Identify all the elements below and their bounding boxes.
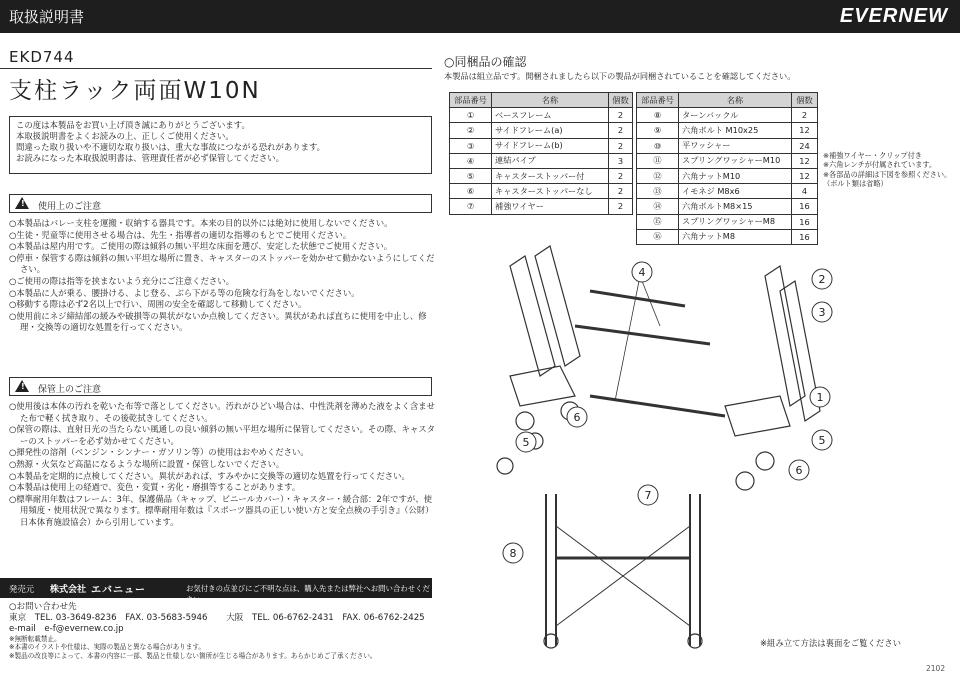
part-qty: 16 [792, 229, 818, 244]
part-number: ⑥ [450, 184, 492, 199]
header-name: 名称 [492, 93, 609, 108]
table-row [450, 138, 633, 153]
intro-box [9, 116, 432, 174]
part-qty: 2 [609, 184, 633, 199]
part-number: ④ [450, 153, 492, 168]
caster-right-2 [736, 472, 754, 490]
list-item: ○移動する際は必ず2名以上で行い、周囲の安全を確認して移動してください。 [9, 299, 307, 310]
part-qty: 12 [792, 168, 818, 183]
use-caution-title: 使用上のご注意 [38, 202, 102, 212]
table-row [637, 184, 818, 199]
list-item: ○標準耐用年数はフレーム：3年、保護備品（キャップ、ビニールカバー）・キャスター・緩合部：2年ですが、使用頻度・使用状況で異なります。標準耐用年数は『スポーツ器具の正しい使い方と安全点検の手引き』（公財）日本体育施設協会）から引用しています。 [9, 493, 434, 527]
part-number: ⑯ [637, 229, 679, 244]
seller-brand: エバニュー [91, 585, 146, 596]
list-item: ○使用前にネジ締結部の緩みや破損等の異状がないか点検してください。異状があれば直ちに使用を中止し、修理・交換等の適切な処置を行ってください。 [9, 310, 427, 333]
part-name: スプリングワッシャーM8 [679, 214, 792, 229]
part-name: スプリングワッシャーM10 [679, 153, 792, 168]
part-number: ⑫ [637, 168, 679, 183]
callout-5b: 5 [522, 436, 530, 449]
use-caution-header [9, 194, 432, 213]
callout-7: 7 [644, 489, 652, 502]
contact-title: ○お問い合わせ先 [9, 602, 77, 612]
part-qty: 2 [609, 123, 633, 138]
header-name: 名称 [679, 93, 792, 108]
header-no: 部品番号 [637, 93, 679, 108]
part-qty: 2 [609, 168, 633, 183]
contact-note: ※無断転載禁止。 [9, 635, 61, 643]
bundle-title: ○同梱品の確認 [444, 55, 527, 69]
contact-note: ※製品の改良等によって、本書の内容に一部、製品と仕様しない箇所が生じる場合があります。あらかじめご了承ください。 [9, 651, 377, 660]
table-header-row [450, 93, 633, 108]
parts-table-left [449, 92, 633, 215]
table-row [637, 214, 818, 229]
callout-4: 4 [638, 266, 646, 279]
seller-company: 株式会社 [50, 585, 87, 595]
list-item: ○本製品を定期的に点検してください。異状があれば、すみやかに交換等の適切な処置を行ってください。 [9, 470, 410, 481]
callout-3: 3 [818, 306, 826, 319]
brand-logo: EVERNEW [839, 5, 948, 27]
list-item: ○本製品はバレー支柱を運搬・収納する器具です。本来の目的以外には絶対に使用しないでください。 [9, 218, 393, 228]
assembly-note: ※組み立て方法は裏面をご覧ください [760, 638, 902, 648]
storage-caution-header [9, 377, 432, 396]
bundle-subtitle: 本製品は組立品です。開梱されましたら以下の製品が同梱されていることを確認してください。 [444, 71, 796, 81]
contact-tokyo: 東京 TEL. 03-3649-8236 FAX. 03-5683-5946 [9, 613, 208, 623]
part-name: 六角ボルトM8×15 [679, 199, 792, 214]
list-item: ○保管の際は、直射日光の当たらない風通しの良い傾斜の無い平坦な場所に保管してください。その際、キャスターのストッパーを必ず効かせてください。 [9, 424, 436, 446]
callout-6b: 6 [795, 464, 803, 477]
header-no: 部品番号 [450, 93, 492, 108]
part-name: 六角ナットM8 [679, 229, 792, 244]
contact-osaka: 大阪 TEL. 06-6762-2431 FAX. 06-6762-2425 [226, 613, 425, 623]
intro-line: 間違った取り扱いや不適切な取り扱いは、重大な事故につながる恐れがあります。 [16, 142, 326, 152]
table-row [450, 168, 633, 183]
bundle-note: ※各部品の詳細は下図を参照ください。（ボルト類は省略） [823, 169, 952, 189]
header-bar [0, 0, 960, 33]
part-qty: 16 [792, 199, 818, 214]
part-number: ⑩ [637, 138, 679, 153]
part-number: ⑮ [637, 214, 679, 229]
table-row [450, 123, 633, 138]
part-qty: 12 [792, 123, 818, 138]
part-number: ⑭ [637, 199, 679, 214]
part-qty: 2 [792, 108, 818, 123]
part-number: ⑪ [637, 153, 679, 168]
header-qty: 個数 [792, 93, 818, 108]
list-item: ○本製品は屋内用です。ご使用の際は傾斜の無い平坦な床面を選び、安定した状態でご使用ください。 [9, 241, 393, 252]
warning-icon: ! [15, 197, 29, 209]
model-number: EKD744 [9, 48, 75, 66]
part-name: 六角ボルト M10x25 [679, 123, 792, 138]
list-item: ○熱源・火気など高温になるような場所に設置・保管しないでください。 [9, 458, 285, 469]
intro-line: 本取扱説明書をよくお読みの上、正しくご使用ください。 [16, 131, 234, 141]
side-frame-a-rear [535, 246, 580, 366]
part-name: 補強ワイヤー [492, 199, 609, 214]
seller-note: お気付きの点並びにご不明な点は、購入先または弊社へお問い合わせください。 [186, 584, 430, 604]
part-name: 連結パイプ [492, 153, 609, 168]
table-row [637, 153, 818, 168]
part-qty: 12 [792, 153, 818, 168]
callout-1: 1 [816, 391, 824, 404]
bundle-note: ※補強ワイヤー・クリップ付き [823, 151, 922, 160]
callout-8: 8 [509, 547, 517, 560]
use-caution-list [9, 218, 437, 334]
part-name: キャスターストッパー付 [492, 168, 609, 183]
list-item: ○使用後は本体の汚れを乾いた布等で落としてください。汚れがひどい場合は、中性洗剤を薄めた液をよく含ませた布で軽く拭き取り、その後乾拭きしてください。 [9, 401, 436, 423]
parts-table-right [636, 92, 818, 245]
seller-label: 発売元 [9, 584, 35, 594]
base-frame-right [725, 396, 790, 436]
part-number: ③ [450, 138, 492, 153]
part-name: サイドフレーム(b) [492, 138, 609, 153]
part-qty: 24 [792, 138, 818, 153]
bundle-note: ※六角レンチが付属されています。 [823, 160, 937, 170]
doc-title: 取扱説明書 [9, 8, 85, 26]
intro-line: お読みになった本取扱説明書は、管理責任者が必ず保管してください。 [16, 153, 284, 163]
table-row [637, 108, 818, 123]
connect-pipe [575, 326, 710, 344]
part-name: 平ワッシャー [679, 138, 792, 153]
assembly-diagram [480, 236, 920, 656]
list-item: ○本製品に人が乗る、腰掛ける、よじ登る、ぶら下がる等の危険な行為をしないでください。 [9, 287, 360, 298]
contact-email: e-mail e-f@evernew.co.jp [9, 624, 124, 634]
part-number: ⑦ [450, 199, 492, 214]
caster-right-1 [756, 452, 774, 470]
part-number: ⑧ [637, 108, 679, 123]
part-qty: 2 [609, 108, 633, 123]
part-name: イモネジ M8x6 [679, 184, 792, 199]
part-qty: 16 [792, 214, 818, 229]
side-frame-a [510, 256, 555, 376]
seller-bar [0, 578, 432, 604]
callout-5: 5 [818, 434, 826, 447]
part-number: ① [450, 108, 492, 123]
part-qty: 2 [609, 138, 633, 153]
table-header-row [637, 93, 818, 108]
caster-loose-5 [497, 458, 513, 474]
part-name: 六角ナットM10 [679, 168, 792, 183]
callout-6: 6 [573, 411, 581, 424]
contact-block [9, 602, 425, 660]
list-item: ○本製品は使用上の経過で、変色・変質・劣化・磨損等することがあります。 [9, 482, 301, 493]
table-row [450, 199, 633, 214]
list-item: ○揮発性の溶剤（ベンジン・シンナー・ガソリン等）の使用はおやめください。 [9, 447, 309, 458]
warning-icon: ! [15, 380, 29, 392]
header-qty: 個数 [609, 93, 633, 108]
intro-line: この度は本製品をお買い上げ頂き誠にありがとうございます。 [16, 120, 250, 130]
page-number: 2102 [926, 664, 946, 673]
part-number: ⑨ [637, 123, 679, 138]
part-qty: 3 [609, 153, 633, 168]
callout-2: 2 [818, 273, 826, 286]
table-row [450, 153, 633, 168]
list-item: ○生徒・児童等に使用させる場合は、先生・指導者の適切な指導のもとでご使用ください。 [9, 229, 352, 240]
base-frame-left [510, 366, 575, 406]
list-item: ○停車・保管する際は傾斜の無い平坦な場所に置き、キャスターのストッパーを効かせて動かないようにしてください。 [9, 252, 435, 275]
part-number: ⑬ [637, 184, 679, 199]
table-row [450, 184, 633, 199]
storage-caution-title: 保管上のご注意 [38, 385, 102, 395]
storage-caution-list [9, 401, 437, 529]
connect-pipe [590, 291, 685, 306]
part-name: サイドフレーム(a) [492, 123, 609, 138]
list-item: ○ご使用の際は指等を挟まないよう充分にご注意ください。 [9, 275, 235, 286]
part-qty: 2 [609, 199, 633, 214]
table-row [450, 108, 633, 123]
caster-left-1 [516, 412, 534, 430]
table-row [637, 123, 818, 138]
table-row [637, 138, 818, 153]
part-qty: 4 [792, 184, 818, 199]
part-name: キャスターストッパーなし [492, 184, 609, 199]
bundle-notes [823, 151, 960, 189]
contact-note: ※本書のイラストや仕様は、実際の製品と異なる場合があります。 [9, 643, 206, 652]
table-row [637, 168, 818, 183]
part-number: ② [450, 123, 492, 138]
part-number: ⑤ [450, 168, 492, 183]
connect-pipe [590, 396, 725, 416]
table-row [637, 199, 818, 214]
product-name: 支柱ラック両面W10N [9, 78, 261, 104]
divider [0, 68, 432, 69]
part-name: ターンバックル [679, 108, 792, 123]
part-name: ベースフレーム [492, 108, 609, 123]
